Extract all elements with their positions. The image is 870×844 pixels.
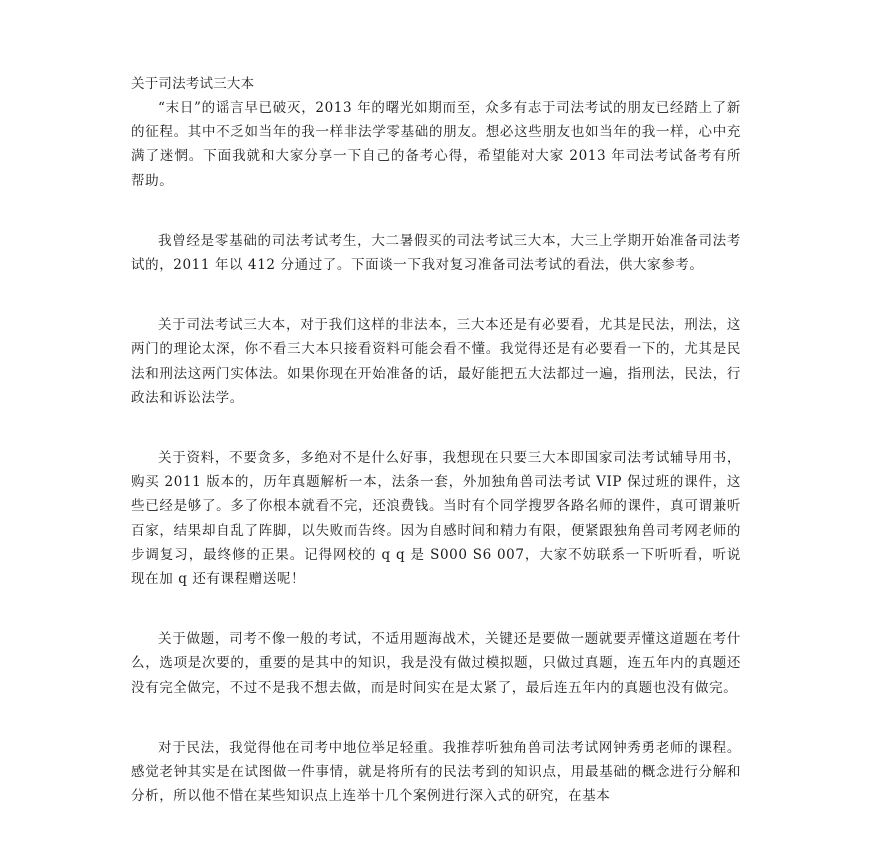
paragraph-exercises: 关于做题，司考不像一般的考试，不适用题海战术，关键还是要做一题就要弄懂这道题在考什么，选项是次要的，重要的是其中的知识，我是没有做过模拟题，只做过真题，连五年内的真题还没有完全做完，不过不是我不想去做，而是时间实在是太紧了，最后连五年内的真题也没有做完。 — [131, 631, 741, 696]
document-page — [131, 72, 741, 844]
paragraph-background: 我曾经是零基础的司法考试考生，大二暑假买的司法考试三大本，大三上学期开始准备司法考试的，2011 年以 412 分通过了。下面谈一下我对复习准备司法考试的看法，供大家参考。 — [131, 232, 741, 274]
paragraph-materials: 关于资料，不要贪多，多绝对不是什么好事，我想现在只要三大本即国家司法考试辅导用书，购买 2011 版本的，历年真题解析一本，法条一套，外加独角兽司法考试 VIP 保过班的课件，这些已经是够了。多了你根本就看不完，还浪费钱。当时有个同学搜罗各路名师的课件，真可谓兼听百家，结果却自乱了阵脚，以失败而告终。因为自感时间和精力有限，便紧跟独角兽司考网老师的步调复习，最终修的正果。记得网校的 q q 是 S000 S6 007，大家不妨联系一下听听看，听说现在加 q 还有课程赠送呢！ — [131, 450, 741, 588]
paragraph-intro: “末日”的谣言早已破灭，2013 年的曙光如期而至，众多有志于司法考试的朋友已经踏上了新的征程。其中不乏如当年的我一样非法学零基础的朋友。想必这些朋友也如当年的我一样，心中充满了迷惘。下面我就和大家分享一下自己的备考心得，希望能对大家 2013 年司法考试备考有所帮助。 — [131, 100, 741, 189]
document-title: 关于司法考试三大本 — [131, 76, 255, 92]
paragraph-civil-law: 对于民法，我觉得他在司考中地位举足轻重。我推荐听独角兽司法考试网钟秀勇老师的课程。感觉老钟其实是在试图做一件事情，就是将所有的民法考到的知识点，用最基础的概念进行分解和分析，所以他不惜在某些知识点上连举十几个案例进行深入式的研究，在基本 — [131, 739, 741, 805]
paragraph-three-books: 关于司法考试三大本，对于我们这样的非法本，三大本还是有必要看，尤其是民法，刑法，这两门的理论太深，你不看三大本只接看资料可能会看不懂。我觉得还是有必要看一下的，尤其是民法和刑法这两门实体法。如果你现在开始准备的话，最好能把五大法都过一遍，指刑法，民法，行政法和诉讼法学。 — [131, 317, 741, 406]
